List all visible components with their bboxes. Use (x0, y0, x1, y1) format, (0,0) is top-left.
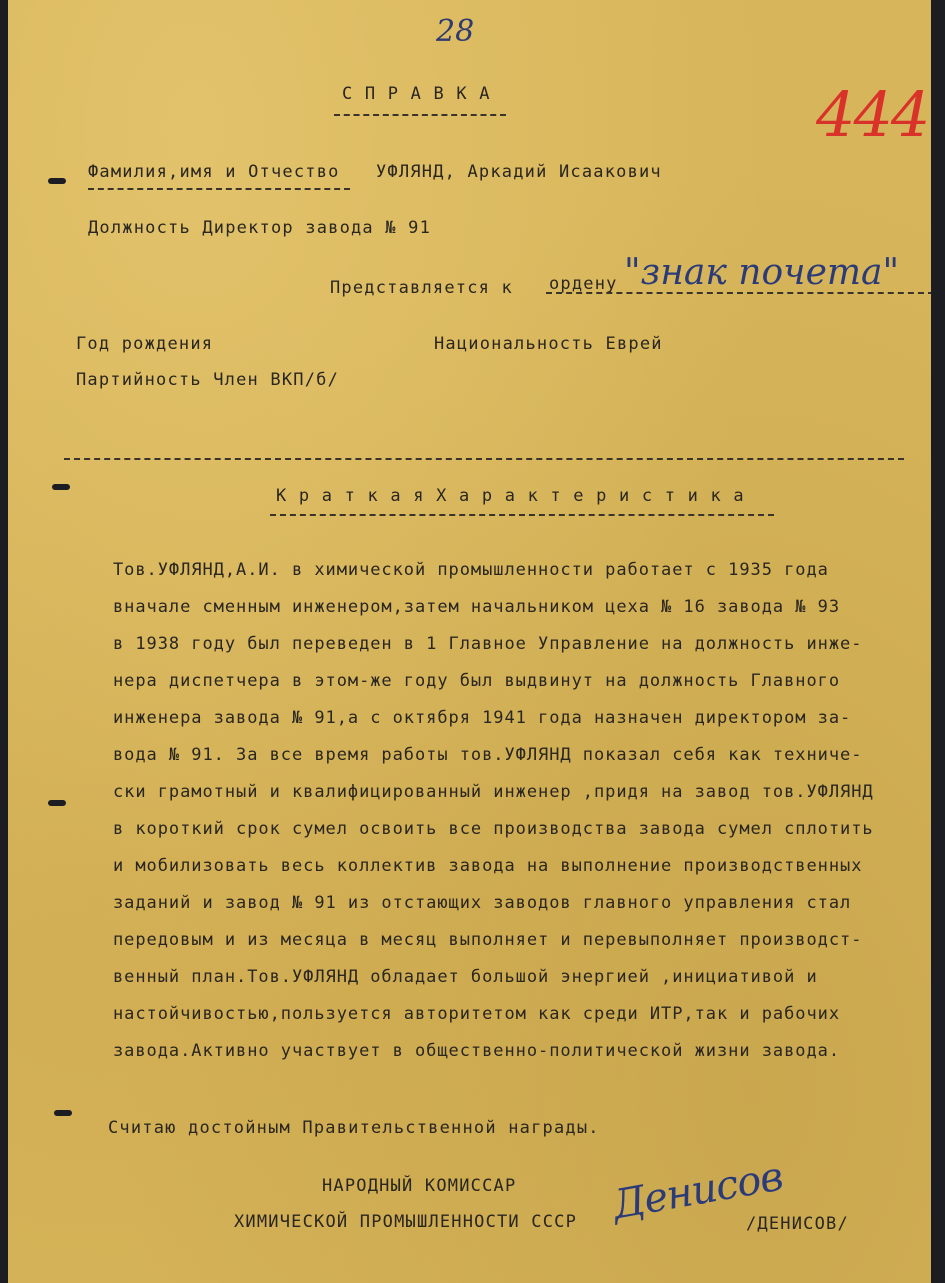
award-prefix: Представляется к (330, 278, 513, 298)
title-underline (334, 114, 506, 116)
reference-mark: 444 (816, 78, 929, 151)
section-title-underline (270, 514, 774, 516)
characteristic-text (113, 560, 913, 1080)
award-typed: ордену (549, 274, 618, 294)
body-line: вода № 91. За все время работы тов.УФЛЯНД показал себя как техниче- (113, 745, 863, 765)
binding-hole (52, 484, 70, 490)
name-label: Фамилия,имя и Отчество (88, 162, 340, 182)
body-line: инженера завода № 91,а с октября 1941 года назначен директором за- (113, 708, 852, 728)
body-line: нера диспетчера в этом-же году был выдвинут на должность Главного (113, 671, 841, 691)
body-line: венный план.Тов.УФЛЯНД обладает большой энергией ,инициативой и (113, 967, 818, 987)
binding-hole (48, 800, 66, 806)
binding-hole (54, 1110, 72, 1116)
signature: Денисов (609, 1153, 786, 1229)
body-line: ски грамотный и квалифицированный инженер ,придя на завод тов.УФЛЯНД (113, 782, 874, 802)
body-line: вначале сменным инженером,затем начальником цеха № 16 завода № 93 (113, 597, 841, 617)
body-line: настойчивостью,пользуется авторитетом как среди ИТР,так и рабочих (113, 1004, 841, 1024)
body-line: в короткий срок сумел освоить все производства завода сумел сплотить (113, 819, 874, 839)
name-value: УФЛЯНД, Аркадий Исаакович (376, 162, 662, 182)
signatory-title-line1: НАРОДНЫЙ КОМИССАР (322, 1176, 517, 1196)
body-line: передовым и из месяца в месяц выполняет и перевыполняет производст- (113, 930, 863, 950)
document-page (8, 0, 938, 1283)
document-title: С П Р А В К А (342, 84, 491, 104)
section-divider (64, 458, 904, 460)
name-label-underline (88, 188, 350, 190)
body-line: и мобилизовать весь коллектив завода на выполнение производственных (113, 856, 863, 876)
signatory-name: /ДЕНИСОВ/ (746, 1214, 849, 1234)
right-edge-shadow (931, 0, 945, 1283)
nationality-field: Национальность Еврей (434, 334, 663, 354)
body-line: заданий и завод № 91 из отстающих заводов главного управления стал (113, 893, 852, 913)
award-handwritten: "знак почета" (624, 252, 900, 293)
section-title: К р а т к а я Х а р а к т е р и с т и к а (276, 486, 745, 506)
body-line: в 1938 году был переведен в 1 Главное Управление на должность инже- (113, 634, 863, 654)
binding-hole (48, 178, 66, 184)
position-field: Должность Директор завода № 91 (88, 218, 432, 238)
conclusion: Считаю достойным Правительственной награды. (108, 1118, 600, 1138)
body-line: завода.Активно участвует в общественно-политической жизни завода. (113, 1041, 841, 1061)
party-field: Партийность Член ВКП/б/ (76, 370, 340, 390)
signatory-title-line2: ХИМИЧЕСКОЙ ПРОМЫШЛЕННОСТИ СССР (234, 1212, 578, 1232)
page-number: 28 (436, 14, 475, 49)
body-line: Тов.УФЛЯНД,А.И. в химической промышленности работает с 1935 года (113, 560, 829, 580)
birth-year-label: Год рождения (76, 334, 214, 354)
